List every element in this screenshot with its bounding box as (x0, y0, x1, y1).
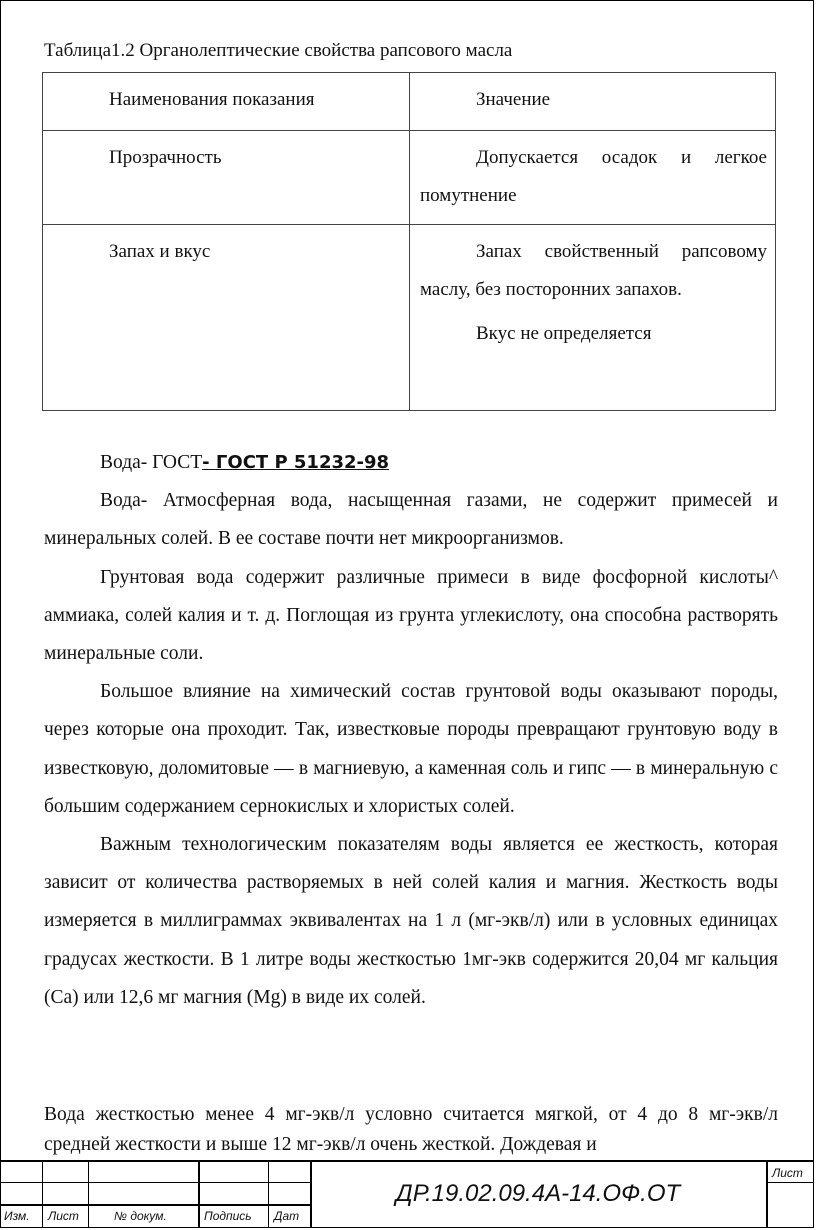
paragraph: Вода жесткостью менее 4 мг-экв/л условно считается мягкой, от 4 до 8 мг-экв/л средней жесткости и выше 12 мг-экв/л очень жесткой. Дождевая и (44, 1104, 778, 1155)
stamp-sheet-label: Лист (772, 1166, 803, 1180)
table-header-row (43, 73, 776, 131)
row-value-cell: Запах свойственный рапсовому маслу, без посторонних запахов. Вкус не определяется (410, 225, 776, 411)
properties-table (42, 72, 776, 411)
table-caption: Таблица1.2 Органолептические свойства рапсового масла (44, 40, 513, 61)
stamp-label-date: Дат (274, 1209, 300, 1223)
paragraph: Большое влияние на химический состав грунтовой воды оказывают породы, через которые она проходит. Так, известковые породы превращают грунтовую воду в известковую, доломитовые — в магниевую, а каменная соль и гипс — в минеральную с большим содержанием сернокислых и хлористых солей. (44, 681, 778, 817)
tail-text (44, 1100, 778, 1160)
row-name-cell: Запах и вкус (43, 225, 410, 411)
stamp-label-izm: Изм. (4, 1209, 30, 1223)
header-cell-name: Наименования показания (43, 73, 410, 131)
header-cell-value: Значение (410, 73, 776, 131)
stamp-label-doc-no: № докум. (114, 1209, 167, 1223)
body-text (44, 444, 778, 1017)
stamp-label-list: Лист (48, 1209, 79, 1223)
gost-line: Вода- ГОСТ- ГОСТ Р 51232-98 (100, 452, 390, 473)
document-code: ДР.19.02.09.4А-14.ОФ.ОТ (395, 1180, 681, 1207)
row-value-cell: Допускается осадок и легкое помутнение (410, 131, 776, 225)
paragraph: Важным технологическим показателям воды является ее жесткость, которая зависит от количества растворяемых в ней солей калия и магния. Жесткость воды измеряется в миллиграммах эквивалентах на 1 л (мг-экв/л) или в условных единицах градусах жесткости. В 1 литре воды жесткостью 1мг-экв содержится 20,04 мг кальция (Са) или 12,6 мг магния (Mg) в виде их солей. (44, 834, 778, 1008)
row-name-cell: Прозрачность (43, 131, 410, 225)
paragraph: Вода- Атмосферная вода, насыщенная газами, не содержит примесей и минеральных солей. В ее составе почти нет микроорганизмов. (44, 490, 778, 550)
paragraph: Грунтовая вода содержит различные примеси в виде фосфорной кислоты^ аммиака, солей калия и т. д. Поглощая из грунта углекислоту, она способна растворять минеральные соли. (44, 566, 778, 665)
table-row (43, 131, 776, 225)
stamp-label-sign: Подпись (204, 1209, 252, 1223)
table-row (43, 225, 776, 411)
gost-link[interactable]: ГОСТ Р 51232-98 (215, 452, 390, 473)
title-block (0, 1160, 814, 1228)
